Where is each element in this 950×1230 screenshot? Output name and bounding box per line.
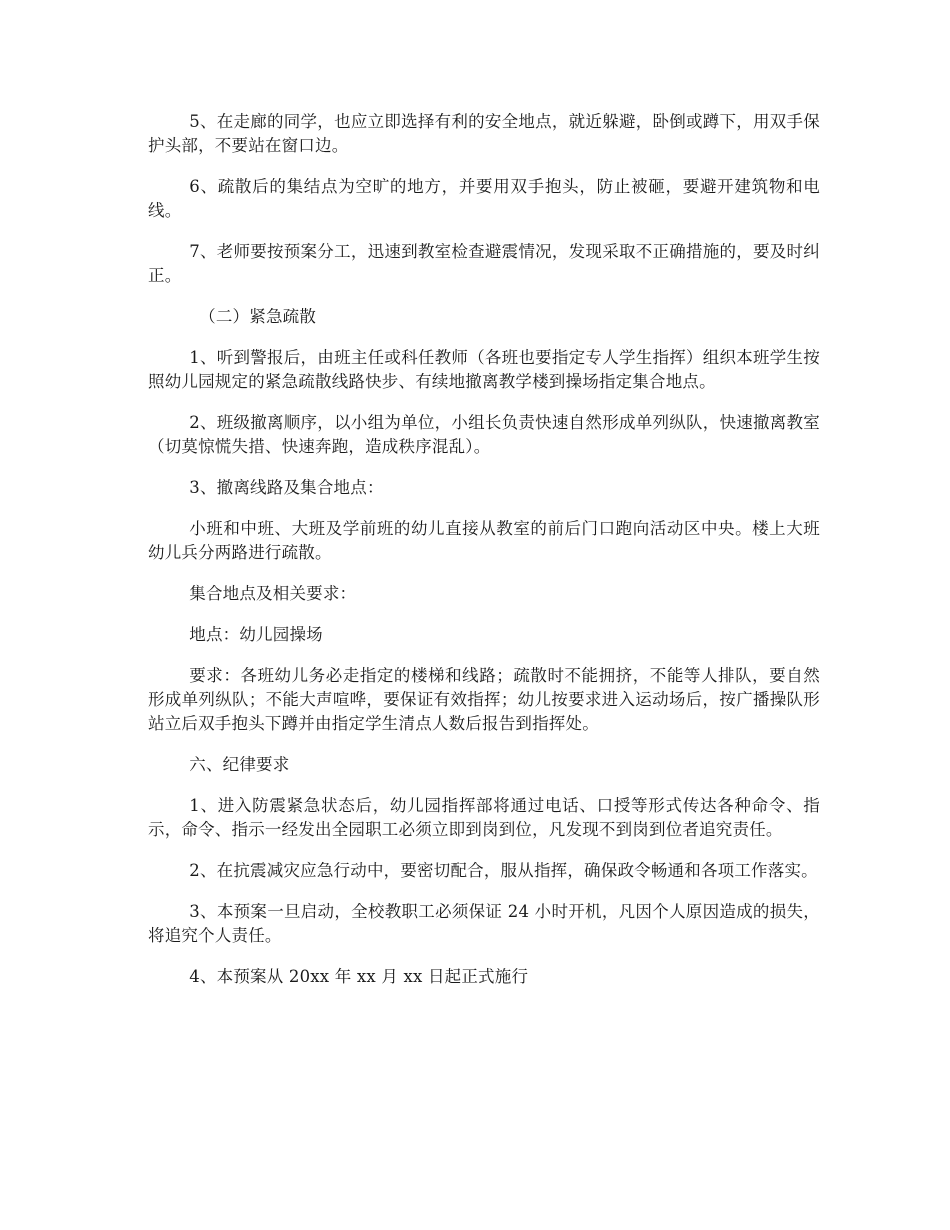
section-heading-emergency-evacuation: （二）紧急疏散 [199, 307, 317, 326]
paragraph-phone-availability: 3、本预案一旦启动，全校教职工必须保证 24 小时开机，凡因个人原因造成的损失，将追究个人责任。 [148, 902, 820, 945]
paragraph-routes-heading: 3、撤离线路及集合地点： [189, 478, 384, 497]
paragraph-effective-date: 4、本预案从 20xx 年 xx 月 xx 日起正式施行 [189, 967, 529, 986]
document-body [148, 110, 820, 1006]
paragraph-cooperation: 2、在抗震减灾应急行动中，要密切配合，服从指挥，确保政令畅通和各项工作落实。 [189, 861, 818, 880]
paragraph-evacuation-order: 2、班级撤离顺序，以小组为单位，小组长负责快速自然形成单列纵队，快速撤离教室（切莫惊慌失措、快速奔跑，造成秩序混乱）。 [148, 413, 820, 456]
paragraph-teacher-duties: 7、老师要按预案分工，迅速到教室检查避震情况，发现采取不正确措施的，要及时纠正。 [148, 242, 820, 285]
paragraph-location: 地点：幼儿园操场 [189, 625, 323, 644]
section-heading-discipline: 六、纪律要求 [189, 755, 290, 774]
paragraph-hallway-students: 5、在走廊的同学，也应立即选择有利的安全地点，就近躲避，卧倒或蹲下，用双手保护头部，不要站在窗口边。 [148, 112, 820, 155]
paragraph-alarm-response: 1、听到警报后，由班主任或科任教师（各班也要指定专人学生指挥）组织本班学生按照幼儿园规定的紧急疏散线路快步、有续地撤离教学楼到操场指定集合地点。 [148, 348, 820, 391]
paragraph-class-routes: 小班和中班、大班及学前班的幼儿直接从教室的前后门口跑向活动区中央。楼上大班幼儿兵分两路进行疏散。 [148, 519, 820, 562]
paragraph-assembly-point: 6、疏散后的集结点为空旷的地方，并要用双手抱头，防止被砸，要避开建筑物和电线。 [148, 177, 820, 220]
paragraph-emergency-commands: 1、进入防震紧急状态后，幼儿园指挥部将通过电话、口授等形式传达各种命令、指示，命令、指示一经发出全园职工必须立即到岗到位，凡发现不到岗到位者追究责任。 [148, 796, 820, 839]
paragraph-assembly-requirements-heading: 集合地点及相关要求： [189, 584, 357, 603]
paragraph-requirements: 要求：各班幼儿务必走指定的楼梯和线路；疏散时不能拥挤，不能等人排队，要自然形成单列纵队；不能大声喧哗，要保证有效指挥；幼儿按要求进入运动场后，按广播操队形站立后双手抱头下蹲并由指定学生清点人数后报告到指挥处。 [148, 666, 820, 733]
